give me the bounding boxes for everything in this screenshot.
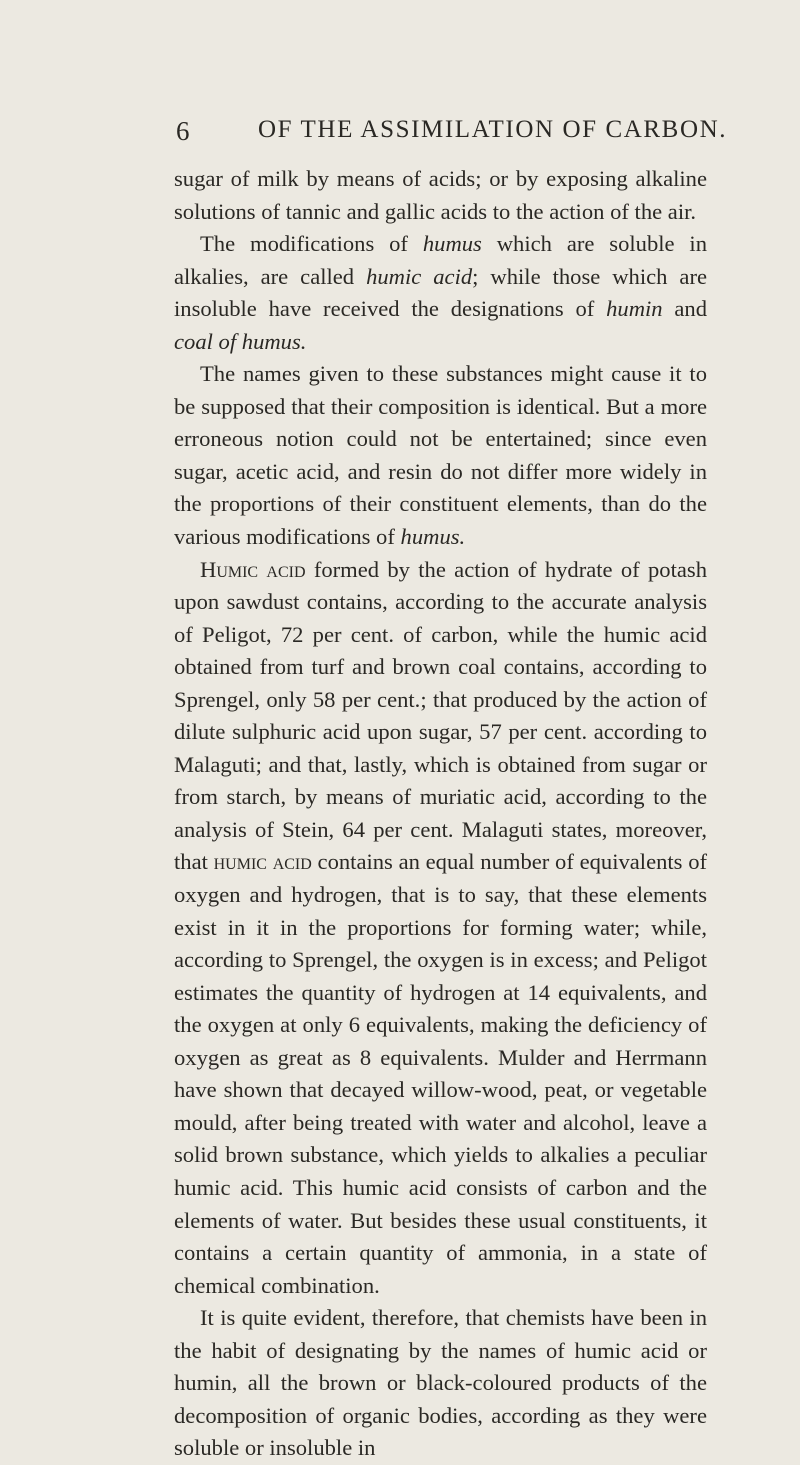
text-run: ; while those which are insoluble have received the designations of (174, 263, 708, 322)
page-number: 6 (176, 116, 190, 146)
italic-term: humus (422, 231, 482, 257)
italic-term: coal of humus. (174, 328, 307, 354)
text-run: It is quite evident, therefore, that chemists have been in the habit of designating by the names of humic acid or humin, all the brown or black-coloured products of the decomposition of organic bodies, according as they were soluble or insoluble in (174, 1305, 707, 1461)
body-text (174, 163, 707, 1465)
text-run: contains an equal number of equivalents of oxygen and hydrogen, that is to say, that these elements exist in it in the proportions for forming water; while, according to Sprengel, the oxygen is in excess; and Peligot estimates the quantity of hydrogen at 14 equivalents, and the oxygen at only 6 equivalents, making the deficiency of oxygen as great as 8 equivalents. Mulder and Herrmann have shown that decayed willow-wood, peat, or vegetable mould, after being treated with water and alcohol, leave a solid brown substance, which yields to alkalies a peculiar humic acid. This humic acid consists of carbon and the elements of water. But besides these usual constituents, it contains a certain quantity of ammonia, in a state of chemical combination. (174, 849, 708, 1298)
paragraph-names (174, 358, 707, 553)
paragraph-humus-modifications (174, 228, 707, 358)
text-run: formed by the action of hydrate of potash upon sawdust contains, according to the accurate analysis of Peligot, 72 per cent. of carbon, while the humic acid obtained from turf and brown coal contains, according to Sprengel, only 58 per cent.; that produced by the action of dilute sulphuric acid upon sugar, 57 per cent. according to Malaguti; and that, lastly, which is obtained from sugar or from starch, by means of muriatic acid, according to the analysis of Stein, 64 per cent. Malaguti states, moreover, that (174, 556, 707, 875)
smallcaps-term: Humic acid (200, 556, 306, 582)
italic-term: humic acid (366, 263, 473, 289)
text-run: sugar of milk by means of acids; or by exposing alkaline solutions of tannic and gallic acids to the action of the air. (174, 166, 707, 224)
smallcaps-term: humic acid (213, 849, 312, 875)
paragraph-continuation (174, 163, 707, 228)
text-run: The names given to these substances might cause it to be supposed that their composition is identical. But a more erroneous notion could not be entertained; since even sugar, acetic acid, and resin do not differ more widely in the proportions of their constituent elements, than do the various modifications of (174, 361, 707, 550)
text-run: The modifications of (200, 231, 423, 257)
italic-term: humus. (400, 524, 466, 550)
text-run: which are soluble in alkalies, are called (174, 231, 708, 289)
italic-term: humin (606, 296, 663, 322)
paragraph-humic-acid (174, 554, 707, 1303)
page-header (0, 116, 800, 156)
text-run: and (662, 296, 707, 322)
paragraph-conclusion (174, 1302, 707, 1465)
running-title: OF THE ASSIMILATION OF CARBON. (258, 116, 728, 143)
